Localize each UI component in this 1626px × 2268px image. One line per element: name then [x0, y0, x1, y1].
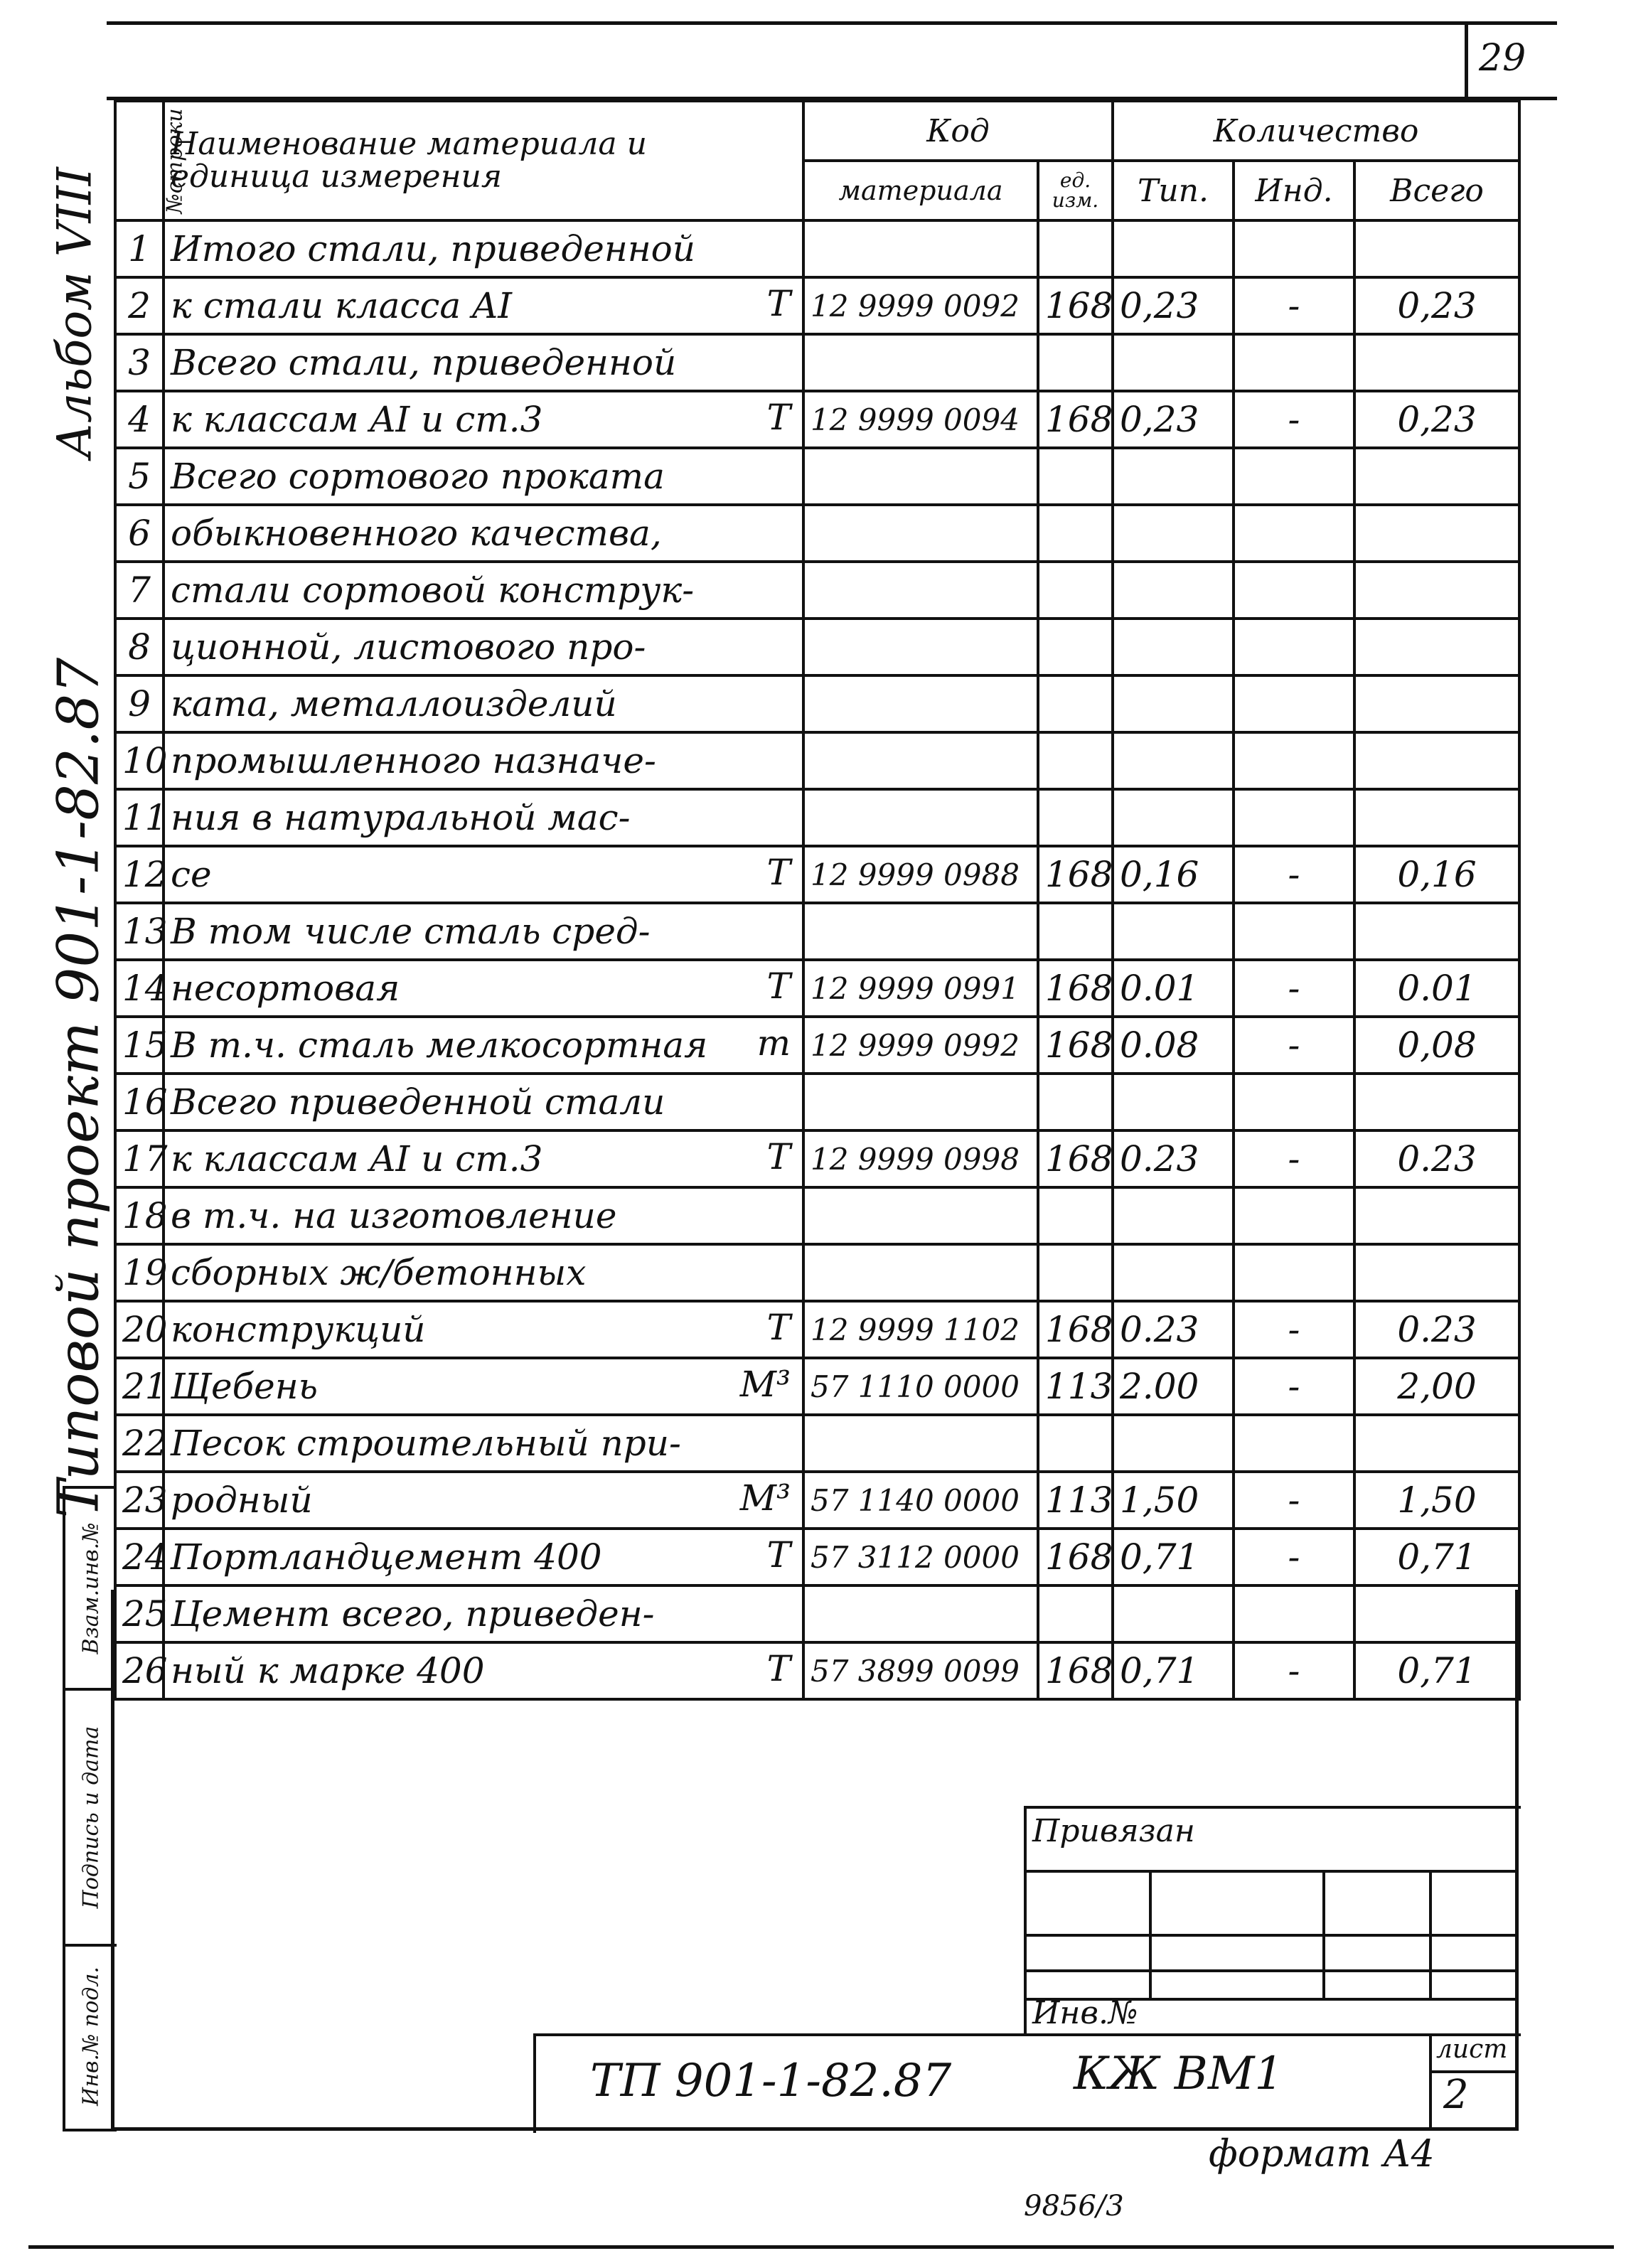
header-name: Наименование материала и единица измерения	[164, 101, 803, 220]
qty-total	[1354, 1585, 1519, 1642]
material-name-text: Всего сортового проката	[171, 456, 665, 497]
row-number: 3	[115, 334, 164, 391]
qty-typ: 0.23	[1113, 1130, 1234, 1187]
qty-total: 0,71	[1354, 1529, 1519, 1585]
table-row	[115, 1642, 1519, 1699]
left-strip	[63, 1486, 117, 2131]
qty-typ	[1113, 732, 1234, 789]
row-number: 19	[115, 1244, 164, 1301]
material-code: 12 9999 0092	[803, 277, 1038, 334]
row-number: 21	[115, 1358, 164, 1415]
qty-ind: -	[1234, 1358, 1354, 1415]
material-code	[803, 789, 1038, 846]
unit-code: 168	[1038, 1301, 1113, 1358]
table-row	[115, 277, 1519, 334]
material-name-text: ния в натуральной мас-	[171, 797, 631, 838]
qty-typ	[1113, 505, 1234, 562]
qty-ind	[1234, 334, 1354, 391]
material-code	[803, 505, 1038, 562]
material-name-text: к классам AI и ст.3	[171, 399, 543, 440]
row-number: 1	[115, 220, 164, 277]
row-number: 16	[115, 1074, 164, 1130]
unit-code	[1038, 448, 1113, 505]
qty-ind: -	[1234, 1529, 1354, 1585]
table-row	[115, 1358, 1519, 1415]
row-number: 23	[115, 1472, 164, 1529]
linked-v1	[1149, 1870, 1152, 1998]
material-name-text: В том числе сталь сред-	[171, 911, 651, 952]
qty-total	[1354, 903, 1519, 960]
unit-code	[1038, 1585, 1113, 1642]
material-name-text: ный к марке 400	[171, 1650, 485, 1691]
qty-typ	[1113, 619, 1234, 675]
sheet-cell-left	[1429, 2033, 1432, 2130]
format-label: формат А4	[1209, 2133, 1435, 2176]
qty-typ	[1113, 562, 1234, 619]
material-code	[803, 1244, 1038, 1301]
table-row	[115, 1472, 1519, 1529]
table-row	[115, 334, 1519, 391]
qty-typ: 2.00	[1113, 1358, 1234, 1415]
material-code: 12 9999 0992	[803, 1017, 1038, 1074]
material-code: 12 9999 0094	[803, 391, 1038, 448]
linked-v3	[1429, 1870, 1432, 1998]
material-name-text: конструкций	[171, 1309, 426, 1350]
doc-code: ТП 901-1-82.87	[590, 2055, 952, 2107]
material-code	[803, 562, 1038, 619]
material-name	[164, 1187, 803, 1244]
material-unit: М³	[739, 1364, 791, 1405]
material-unit: Т	[766, 1534, 791, 1576]
material-code: 57 1110 0000	[803, 1358, 1038, 1415]
material-name	[164, 391, 803, 448]
header-quantity: Количество	[1113, 101, 1519, 161]
qty-ind: -	[1234, 1017, 1354, 1074]
qty-typ	[1113, 903, 1234, 960]
material-name-text: стали сортовой конструк-	[171, 569, 695, 611]
material-name	[164, 1017, 803, 1074]
qty-ind	[1234, 505, 1354, 562]
qty-ind: -	[1234, 1472, 1354, 1529]
material-unit: Т	[766, 852, 791, 893]
material-code	[803, 220, 1038, 277]
qty-ind	[1234, 903, 1354, 960]
qty-typ: 0,16	[1113, 846, 1234, 903]
material-code: 12 9999 0998	[803, 1130, 1038, 1187]
linked-h1	[1024, 1870, 1518, 1873]
table-body	[115, 220, 1519, 1699]
material-name	[164, 903, 803, 960]
table-row	[115, 505, 1519, 562]
unit-code: 168	[1038, 1130, 1113, 1187]
linked-h3	[1024, 1969, 1518, 1972]
material-code	[803, 334, 1038, 391]
qty-typ	[1113, 675, 1234, 732]
row-number: 7	[115, 562, 164, 619]
sheet-label: лист	[1436, 2035, 1508, 2064]
row-number: 20	[115, 1301, 164, 1358]
qty-typ	[1113, 220, 1234, 277]
material-code	[803, 675, 1038, 732]
material-unit: Т	[766, 397, 791, 438]
material-name	[164, 220, 803, 277]
row-number: 4	[115, 391, 164, 448]
qty-ind	[1234, 1244, 1354, 1301]
linked-v2	[1322, 1870, 1325, 1998]
material-name	[164, 846, 803, 903]
row-number: 14	[115, 960, 164, 1017]
side-album-label	[43, 142, 107, 483]
material-code: 12 9999 0988	[803, 846, 1038, 903]
page-number: 29	[1479, 37, 1526, 80]
material-name-text: се	[171, 854, 212, 895]
material-name-text: к классам AI и ст.3	[171, 1138, 543, 1180]
qty-ind	[1234, 619, 1354, 675]
qty-total: 0,23	[1354, 391, 1519, 448]
qty-ind	[1234, 1074, 1354, 1130]
row-number: 22	[115, 1415, 164, 1472]
qty-ind: -	[1234, 846, 1354, 903]
material-name-text: В т.ч. сталь мелкосортная	[171, 1025, 708, 1066]
material-name	[164, 1074, 803, 1130]
sheet-number: 2	[1443, 2072, 1469, 2118]
material-name	[164, 732, 803, 789]
qty-total	[1354, 220, 1519, 277]
qty-typ: 0.08	[1113, 1017, 1234, 1074]
row-number: 24	[115, 1529, 164, 1585]
material-code	[803, 903, 1038, 960]
table-row	[115, 960, 1519, 1017]
qty-total	[1354, 1187, 1519, 1244]
frame-bottom-line	[28, 2245, 1614, 2249]
material-name-text: Итого стали, приведенной	[171, 228, 695, 269]
strip-signature-date: Подпись и дата	[65, 1691, 117, 1947]
qty-total	[1354, 505, 1519, 562]
qty-total: 0.23	[1354, 1130, 1519, 1187]
table-row	[115, 619, 1519, 675]
material-name	[164, 675, 803, 732]
qty-ind: -	[1234, 1642, 1354, 1699]
unit-code: 113	[1038, 1358, 1113, 1415]
unit-code	[1038, 732, 1113, 789]
table-row	[115, 562, 1519, 619]
material-name-text: ката, металлоизделий	[171, 683, 617, 724]
unit-code: 168	[1038, 1017, 1113, 1074]
table-row	[115, 448, 1519, 505]
material-name	[164, 1301, 803, 1358]
qty-typ	[1113, 1585, 1234, 1642]
material-name	[164, 277, 803, 334]
qty-typ	[1113, 1244, 1234, 1301]
qty-ind	[1234, 732, 1354, 789]
material-code	[803, 1585, 1038, 1642]
qty-typ: 0.01	[1113, 960, 1234, 1017]
unit-code	[1038, 505, 1113, 562]
table-row	[115, 789, 1519, 846]
qty-ind	[1234, 675, 1354, 732]
material-name	[164, 1358, 803, 1415]
album-text: Альбом VIII	[47, 167, 102, 459]
material-name	[164, 1642, 803, 1699]
material-code: 57 1140 0000	[803, 1472, 1038, 1529]
material-name-text: Всего стали, приведенной	[171, 342, 677, 383]
qty-ind: -	[1234, 277, 1354, 334]
qty-typ: 0,23	[1113, 391, 1234, 448]
unit-code: 168	[1038, 846, 1113, 903]
row-number: 12	[115, 846, 164, 903]
unit-code	[1038, 1415, 1113, 1472]
qty-ind	[1234, 789, 1354, 846]
header-qty-total: Всего	[1354, 161, 1519, 220]
material-name	[164, 1244, 803, 1301]
material-name	[164, 1130, 803, 1187]
unit-code	[1038, 903, 1113, 960]
qty-typ: 1,50	[1113, 1472, 1234, 1529]
material-name-text: в т.ч. на изготовление	[171, 1195, 617, 1236]
material-code	[803, 1187, 1038, 1244]
qty-total: 0,16	[1354, 846, 1519, 903]
material-name	[164, 562, 803, 619]
header-qty-typ: Тип.	[1113, 161, 1234, 220]
material-name-text: Портландцемент 400	[171, 1536, 602, 1578]
material-name	[164, 1472, 803, 1529]
row-number: 10	[115, 732, 164, 789]
header-code: Код	[803, 101, 1113, 161]
qty-typ: 0,23	[1113, 277, 1234, 334]
material-code	[803, 619, 1038, 675]
material-name	[164, 505, 803, 562]
strip-inv-original: Инв.№ подл.	[78, 1967, 104, 2106]
qty-total: 1,50	[1354, 1472, 1519, 1529]
material-code: 57 3112 0000	[803, 1529, 1038, 1585]
material-code	[803, 448, 1038, 505]
doc-mark: КЖ ВМ1	[1074, 2048, 1284, 2100]
material-unit: Т	[766, 1136, 791, 1177]
material-code: 12 9999 1102	[803, 1301, 1038, 1358]
page-number-box-left	[1465, 21, 1468, 100]
qty-typ	[1113, 1415, 1234, 1472]
qty-ind	[1234, 1187, 1354, 1244]
header-qty-ind: Инд.	[1234, 161, 1354, 220]
unit-code	[1038, 220, 1113, 277]
side-project-label	[43, 657, 114, 1519]
material-unit: Т	[766, 1307, 791, 1348]
qty-total	[1354, 1244, 1519, 1301]
material-name	[164, 1585, 803, 1642]
material-name-text: несортовая	[171, 968, 400, 1009]
material-unit: т	[756, 1022, 791, 1064]
qty-typ: 0,71	[1113, 1642, 1234, 1699]
row-number: 13	[115, 903, 164, 960]
linked-label: Привязан	[1032, 1813, 1195, 1849]
unit-code: 168	[1038, 391, 1113, 448]
table-row	[115, 1585, 1519, 1642]
qty-ind	[1234, 1585, 1354, 1642]
unit-code	[1038, 789, 1113, 846]
row-number: 26	[115, 1642, 164, 1699]
qty-total	[1354, 732, 1519, 789]
row-number: 9	[115, 675, 164, 732]
linked-h2	[1024, 1934, 1518, 1937]
unit-code	[1038, 1187, 1113, 1244]
material-name-text: Цемент всего, приведен-	[171, 1593, 655, 1635]
qty-typ: 0.23	[1113, 1301, 1234, 1358]
unit-code	[1038, 675, 1113, 732]
qty-typ: 0,71	[1113, 1529, 1234, 1585]
material-unit: Т	[766, 1648, 791, 1689]
row-number: 6	[115, 505, 164, 562]
header-code-material: материала	[803, 161, 1038, 220]
material-name	[164, 789, 803, 846]
qty-ind: -	[1234, 391, 1354, 448]
table-row	[115, 675, 1519, 732]
material-name	[164, 1529, 803, 1585]
material-name-text: промышленного назначе-	[171, 740, 656, 781]
row-number: 8	[115, 619, 164, 675]
qty-typ	[1113, 1074, 1234, 1130]
material-name-text: к стали класса AI	[171, 285, 512, 326]
material-name	[164, 1415, 803, 1472]
material-name	[164, 619, 803, 675]
table-row	[115, 1301, 1519, 1358]
material-code	[803, 732, 1038, 789]
unit-code: 168	[1038, 960, 1113, 1017]
qty-typ	[1113, 1187, 1234, 1244]
qty-total	[1354, 448, 1519, 505]
materials-table	[114, 100, 1521, 1701]
header-code-unit: ед. изм.	[1038, 161, 1113, 220]
project-text: Типовой проект 901-1-82.87	[45, 657, 112, 1519]
table-row	[115, 1187, 1519, 1244]
table-row	[115, 1017, 1519, 1074]
qty-total	[1354, 1415, 1519, 1472]
table-row	[115, 1244, 1519, 1301]
material-name-text: сборных ж/бетонных	[171, 1252, 587, 1293]
qty-total	[1354, 1074, 1519, 1130]
material-name	[164, 448, 803, 505]
table-row	[115, 903, 1519, 960]
material-name-text: обыкновенного качества,	[171, 513, 662, 554]
unit-code	[1038, 562, 1113, 619]
row-number: 11	[115, 789, 164, 846]
qty-ind: -	[1234, 1301, 1354, 1358]
unit-code: 168	[1038, 277, 1113, 334]
material-name-text: Всего приведенной стали	[171, 1081, 665, 1123]
row-number: 5	[115, 448, 164, 505]
material-name	[164, 960, 803, 1017]
material-code: 12 9999 0991	[803, 960, 1038, 1017]
qty-total: 2,00	[1354, 1358, 1519, 1415]
qty-ind	[1234, 562, 1354, 619]
table-row	[115, 846, 1519, 903]
qty-total: 0.01	[1354, 960, 1519, 1017]
row-number: 17	[115, 1130, 164, 1187]
qty-typ	[1113, 334, 1234, 391]
unit-code	[1038, 334, 1113, 391]
material-name-text: Песок строительный при-	[171, 1423, 681, 1464]
material-code: 57 3899 0099	[803, 1642, 1038, 1699]
material-code	[803, 1415, 1038, 1472]
unit-code	[1038, 619, 1113, 675]
qty-ind: -	[1234, 1130, 1354, 1187]
material-unit: Т	[766, 283, 791, 324]
qty-typ	[1113, 789, 1234, 846]
row-number: 18	[115, 1187, 164, 1244]
unit-code: 113	[1038, 1472, 1113, 1529]
qty-total: 0,23	[1354, 277, 1519, 334]
unit-code: 168	[1038, 1642, 1113, 1699]
material-name-text: Щебень	[171, 1366, 318, 1407]
qty-typ	[1113, 448, 1234, 505]
qty-total	[1354, 789, 1519, 846]
qty-ind	[1234, 448, 1354, 505]
table-row	[115, 220, 1519, 277]
table-row	[115, 1130, 1519, 1187]
material-code	[803, 1074, 1038, 1130]
top-frame-line	[107, 21, 1557, 25]
table-row	[115, 391, 1519, 448]
qty-total	[1354, 619, 1519, 675]
qty-ind	[1234, 1415, 1354, 1472]
qty-total	[1354, 675, 1519, 732]
qty-total: 0,08	[1354, 1017, 1519, 1074]
material-unit: М³	[739, 1477, 791, 1519]
header-row-number: №строки	[115, 101, 164, 220]
sheet-cell-mid	[1429, 2070, 1518, 2073]
qty-total: 0.23	[1354, 1301, 1519, 1358]
material-name-text: ционной, листового про-	[171, 626, 646, 668]
inv-no-label: Инв.№	[1032, 1995, 1138, 2031]
qty-total	[1354, 334, 1519, 391]
row-number: 15	[115, 1017, 164, 1074]
unit-code	[1038, 1074, 1113, 1130]
bottom-number: 9856/3	[1024, 2190, 1124, 2222]
material-unit: Т	[766, 965, 791, 1007]
qty-total: 0,71	[1354, 1642, 1519, 1699]
table-row	[115, 1529, 1519, 1585]
table-row	[115, 1074, 1519, 1130]
material-name-text: родный	[171, 1480, 313, 1521]
row-number: 25	[115, 1585, 164, 1642]
material-name	[164, 334, 803, 391]
table-row	[115, 732, 1519, 789]
qty-ind	[1234, 220, 1354, 277]
unit-code	[1038, 1244, 1113, 1301]
row-number: 2	[115, 277, 164, 334]
qty-ind: -	[1234, 960, 1354, 1017]
strip-inv-replace: Взам.инв.№	[65, 1489, 117, 1691]
unit-code: 168	[1038, 1529, 1113, 1585]
qty-total	[1354, 562, 1519, 619]
table-row	[115, 1415, 1519, 1472]
